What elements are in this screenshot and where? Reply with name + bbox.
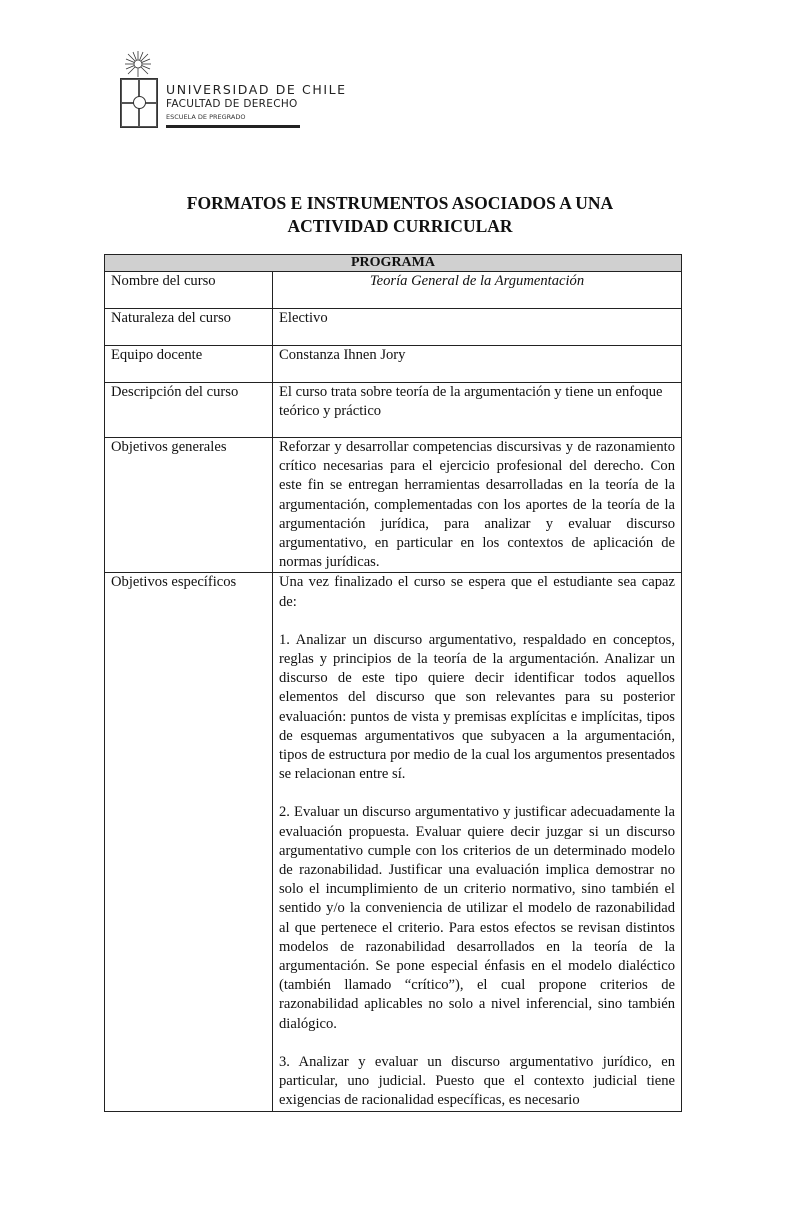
row-label: Objetivos generales — [105, 438, 273, 573]
objective-item: 3. Analizar y evaluar un discurso argumentativo jurídico, en particular, uno judicial. Puesto que el contexto judicial tiene exigencias de racionalidad específicas, es necesario — [279, 1053, 675, 1109]
row-label: Equipo docente — [105, 346, 273, 383]
row-label: Descripción del curso — [105, 383, 273, 438]
table-header: PROGRAMA — [105, 255, 682, 272]
university-name: UNIVERSIDAD DE CHILE — [166, 82, 347, 97]
specific-objectives-value — [273, 573, 682, 1111]
university-logo — [116, 50, 347, 130]
table-row — [105, 383, 682, 438]
table-row — [105, 438, 682, 573]
row-label: Nombre del curso — [105, 272, 273, 309]
objective-item: 1. Analizar un discurso argumentativo, respaldado en conceptos, reglas y principios de la teoría de la argumentación. Analizar un discurso de este tipo quiere decir identificar todos aquellos elementos del discurso que son relevantes para su posterior evaluación: puntos de vista y premisas explícitas e implícitas, tipos de esquemas argumentativos que subyacen a la argumentación, tipos de estructura por medio de la cual los argumentos presentados se relacionan entre sí. — [279, 631, 675, 783]
title-line-2: ACTIVIDAD CURRICULAR — [287, 216, 513, 236]
table-row — [105, 309, 682, 346]
faculty-name: FACULTAD DE DERECHO — [166, 98, 298, 110]
document-title — [100, 192, 700, 238]
objective-intro: Una vez finalizado el curso se espera que el estudiante sea capaz de: — [279, 574, 675, 610]
course-name-value: Teoría General de la Argumentación — [273, 272, 682, 309]
school-name: ESCUELA DE PREGRADO — [166, 113, 246, 121]
shield-emblem-icon — [120, 78, 158, 128]
title-line-1: FORMATOS E INSTRUMENTOS ASOCIADOS A UNA — [186, 193, 614, 213]
general-objectives-value: Reforzar y desarrollar competencias discursivas y de razonamiento crítico necesarias para el ejercicio profesional del derecho. Con este fin se entregan herramientas desarrolladas en la teoría de la argumentación, complementadas con los aportes de la teoría de la argumentación jurídica, para analizar y evaluar discurso argumentativo, en particular en los contextos de aplicación de normas jurídicas. — [273, 438, 682, 573]
table-row — [105, 346, 682, 383]
sun-emblem-icon — [122, 50, 154, 78]
row-label: Naturaleza del curso — [105, 309, 273, 346]
table-row — [105, 272, 682, 309]
course-nature-value: Electivo — [273, 309, 682, 346]
course-description-value: El curso trata sobre teoría de la argumentación y tiene un enfoque teórico y práctico — [273, 383, 682, 438]
row-label: Objetivos específicos — [105, 573, 273, 1111]
program-table — [104, 254, 682, 1112]
table-row — [105, 573, 682, 1111]
teaching-team-value: Constanza Ihnen Jory — [273, 346, 682, 383]
objective-item: 2. Evaluar un discurso argumentativo y justificar adecuadamente la evaluación propuesta. Evaluar quiere decir juzgar si un discurso argumentativo cumple con los criterios de un determinado modelo de razonabilidad. Justificar una evaluación implica demostrar no solo el incumplimiento de un criterio normativo, sino también el sentido y/o la conveniencia de utilizar el modelo de razonabilidad al que pertenece el criterio. Para estos efectos se revisan distintos modelos de razonabilidad desarrollados en la teoría de la argumentación. Se pone especial énfasis en el modelo dialéctico (también llamado “crítico”), el cual propone criterios de razonabilidad aplicables no solo a nivel inferencial, sino también dialógico. — [279, 804, 675, 1032]
header-rule — [166, 125, 300, 128]
